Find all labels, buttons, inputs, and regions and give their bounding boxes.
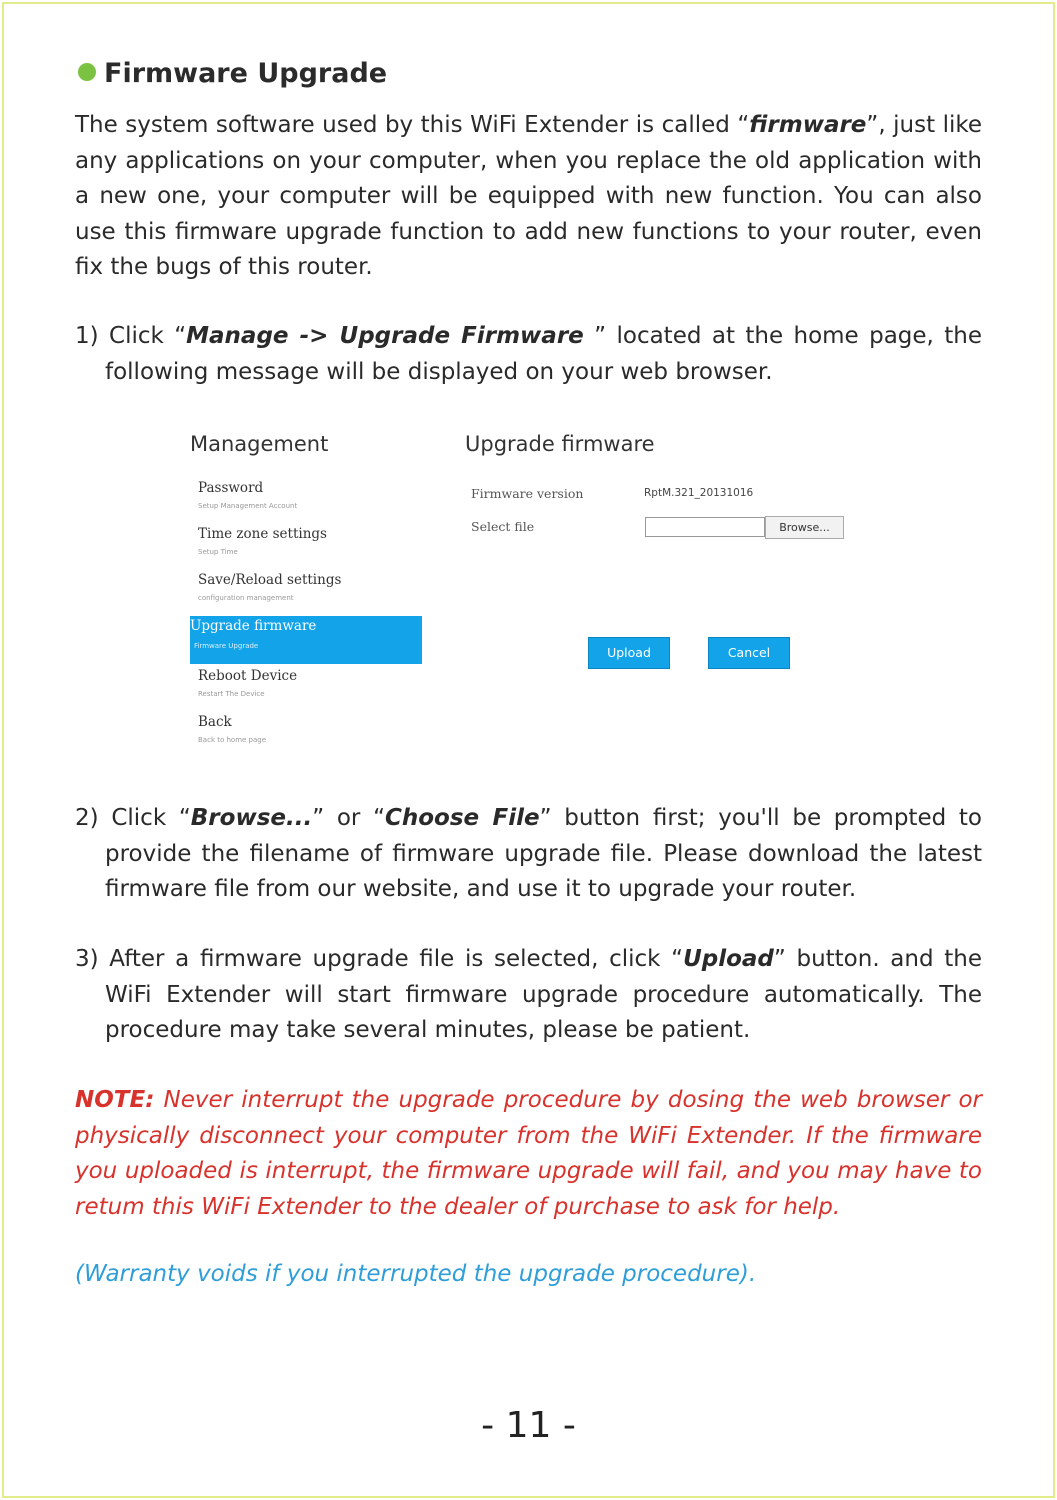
- menu-item-sublabel: Setup Time: [198, 548, 238, 556]
- section-title: Firmware Upgrade: [104, 58, 388, 89]
- menu-item-sublabel: configuration management: [198, 594, 294, 602]
- menu-item-label: Reboot Device: [198, 668, 298, 684]
- step-1: [75, 319, 982, 390]
- menu-item-label: Time zone settings: [198, 526, 327, 542]
- green-bullet-icon: [78, 63, 96, 81]
- step-3-text-end: ” button. and the WiFi Extender will start firmware upgrade procedure automatically. The procedure may take several minutes, please be patient.: [105, 946, 982, 1043]
- intro-text-start: The system software used by this WiFi Extender is called “: [75, 112, 750, 138]
- firmware-version-label: Firmware version: [471, 486, 584, 501]
- step-2: [75, 801, 982, 908]
- menu-item-label: Save/Reload settings: [198, 572, 342, 588]
- step-2-number: 2): [75, 805, 99, 831]
- menu-item-label: Back: [198, 714, 232, 730]
- menu-item-label: Password: [198, 480, 264, 496]
- cancel-button[interactable]: Cancel: [708, 637, 790, 669]
- menu-item-label: Upgrade firmware: [190, 618, 317, 634]
- firmware-version-value: RptM.321_20131016: [644, 487, 754, 499]
- step-2-text-start: Click “: [111, 805, 191, 831]
- step-3-emphasis: Upload: [683, 946, 774, 972]
- warranty-notice: (Warranty voids if you interrupted the upgrade procedure).: [75, 1261, 757, 1287]
- intro-paragraph: [75, 108, 982, 286]
- section-heading: [78, 58, 387, 89]
- note-label: NOTE:: [75, 1087, 155, 1113]
- menu-item-back[interactable]: [190, 714, 422, 762]
- step-2-emphasis-browse: Browse...: [190, 805, 313, 831]
- intro-text-end: ”, just like any applications on your computer, when you replace the old application with a new one, your computer will be equipped with new function. You can also use this firmware upgrade function to add new functions to your router, even fix the bugs of this router.: [75, 112, 983, 280]
- note-text: Never interrupt the upgrade procedure by dosing the web browser or physically disconnect your computer from the WiFi Extender. If the firmware you uploaded is interrupt, the firmware upgrade will fail, and you may have to retum this WiFi Extender to the dealer of purchase to ask for help.: [75, 1087, 982, 1220]
- menu-item-sublabel: Back to home page: [198, 736, 267, 744]
- step-1-text-end: ” located at the home page, the following message will be displayed on your web browser.: [105, 323, 983, 385]
- upgrade-firmware-title: Upgrade firmware: [465, 432, 655, 456]
- step-3-number: 3): [75, 946, 99, 972]
- select-file-label: Select file: [471, 519, 535, 534]
- menu-item-upgrade-firmware[interactable]: [190, 616, 422, 664]
- step-3: [75, 942, 982, 1049]
- upgrade-firmware-screenshot: [180, 418, 860, 763]
- warning-note: [75, 1083, 982, 1225]
- menu-item-time-zone[interactable]: [190, 526, 422, 574]
- menu-item-reboot[interactable]: [190, 668, 422, 716]
- step-1-text-start: Click “: [109, 323, 187, 349]
- menu-item-sublabel: Restart The Device: [198, 690, 265, 698]
- menu-item-sublabel: Setup Management Account: [198, 502, 298, 510]
- step-2-text-end: ” button first; you'll be prompted to provide the filename of firmware upgrade file. Please download the latest firmware file from our website, and use it to upgrade your router.: [105, 805, 983, 902]
- page-number: - 11 -: [481, 1405, 576, 1446]
- step-1-number: 1): [75, 323, 99, 349]
- step-2-text-middle: ” or “: [312, 805, 385, 831]
- step-3-text-start: After a firmware upgrade file is selected, click “: [109, 946, 684, 972]
- management-title: Management: [190, 432, 329, 456]
- step-2-emphasis-choose-file: Choose File: [385, 805, 540, 831]
- intro-emphasis: firmware: [749, 112, 867, 138]
- file-path-input[interactable]: [645, 517, 765, 537]
- menu-item-sublabel: Firmware Upgrade: [194, 642, 259, 650]
- upload-button[interactable]: Upload: [588, 637, 670, 669]
- step-1-emphasis: Manage -> Upgrade Firmware: [186, 323, 584, 349]
- menu-item-save-reload[interactable]: [190, 572, 422, 620]
- browse-button[interactable]: Browse...: [765, 516, 844, 539]
- menu-item-password[interactable]: [190, 480, 422, 528]
